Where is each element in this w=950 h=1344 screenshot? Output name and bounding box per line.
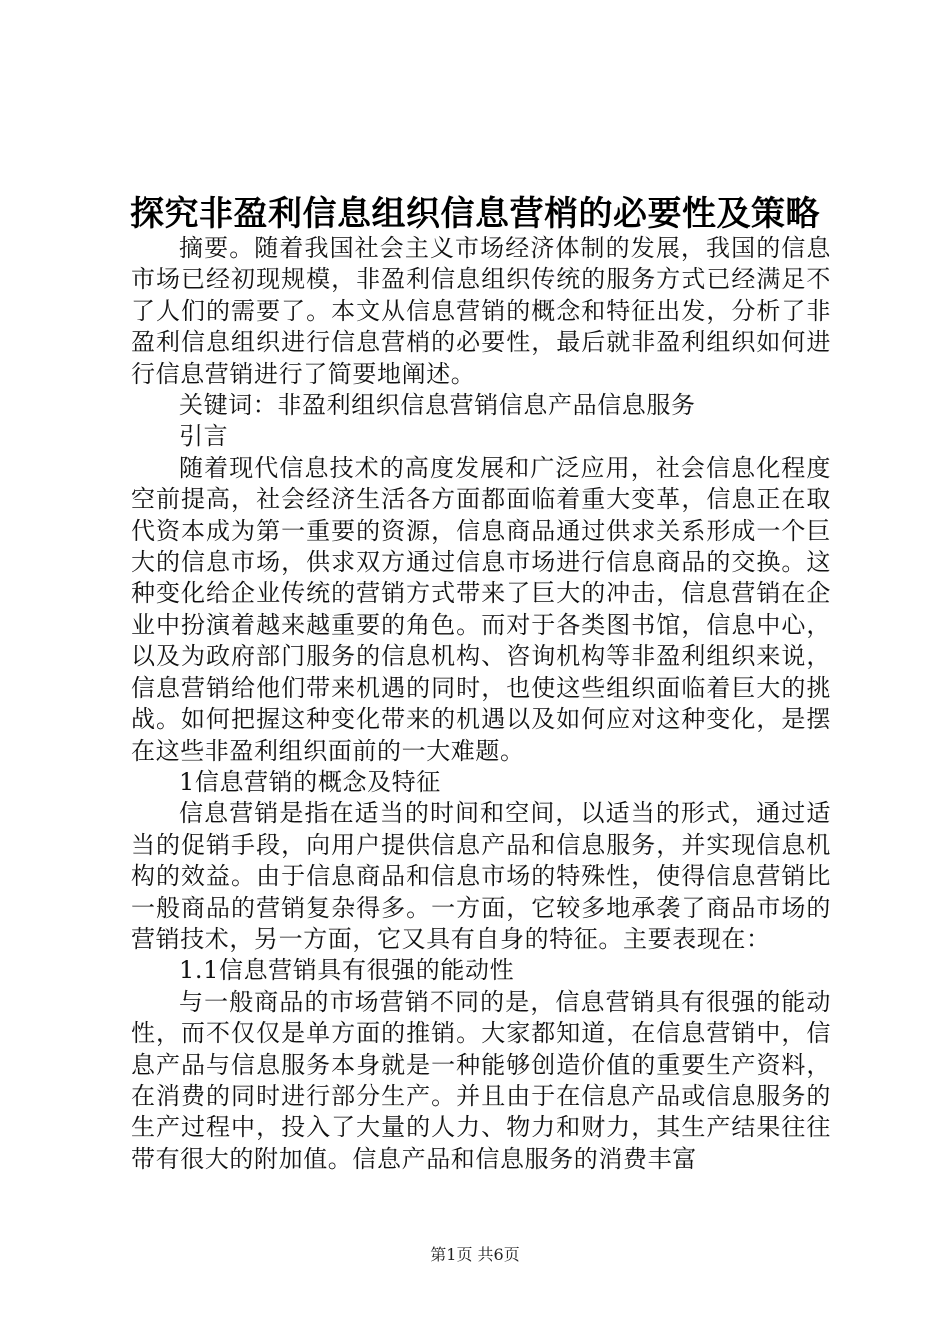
- document-body: [131, 233, 831, 1175]
- introduction-paragraph: 随着现代信息技术的高度发展和广泛应用，社会信息化程度空前提高，社会经济生活各方面都面临着重大变革，信息正在取代资本成为第一重要的资源，信息商品通过供求关系形成一个巨大的信息市场，供求双方通过信息市场进行信息商品的交换。这种变化给企业传统的营销方式带来了巨大的冲击，信息营销在企业中扮演着越来越重要的角色。而对于各类图书馆，信息中心，以及为政府部门服务的信息机构、咨询机构等非盈利组织来说，信息营销给他们带来机遇的同时，也使这些组织面临着巨大的挑战。如何把握这种变化带来的机遇以及如何应对这种变化，是摆在这些非盈利组织面前的一大难题。: [131, 453, 831, 765]
- section-heading-1-1: 1.1信息营销具有很强的能动性: [179, 956, 515, 985]
- section-heading-introduction: 引言: [179, 422, 229, 451]
- section-1-paragraph: 信息营销是指在适当的时间和空间，以适当的形式，通过适当的促销手段，向用户提供信息产品和信息服务，并实现信息机构的效益。由于信息商品和信息市场的特殊性，使得信息营销比一般商品的营销复杂得多。一方面，它较多地承袭了商品市场的营销技术，另一方面，它又具有自身的特征。主要表现在：: [131, 799, 831, 953]
- page-number-footer: 第1页 共6页: [430, 1245, 520, 1264]
- section-heading-1: 1信息营销的概念及特征: [179, 767, 441, 796]
- keywords-line: 关键词：非盈利组织信息营销信息产品信息服务: [179, 391, 696, 420]
- abstract-paragraph: 摘要。随着我国社会主义市场经济体制的发展，我国的信息市场已经初现规模，非盈利信息组织传统的服务方式已经满足不了人们的需要了。本文从信息营销的概念和特征出发，分析了非盈利信息组织进行信息营梢的必要性，最后就非盈利组织如何进行信息营销进行了简要地阐述。: [131, 234, 831, 388]
- document-title: 探究非盈利信息组织信息营梢的必要性及策略: [130, 194, 820, 234]
- section-1-1-paragraph: 与一般商品的市场营销不同的是，信息营销具有很强的能动性，而不仅仅是单方面的推销。大家都知道，在信息营销中，信息产品与信息服务本身就是一种能够创造价值的重要生产资料，在消费的同时进行部分生产。并且由于在信息产品或信息服务的生产过程中，投入了大量的人力、物力和财力，其生产结果往往带有很大的附加值。信息产品和信息服务的消费丰富: [131, 987, 831, 1173]
